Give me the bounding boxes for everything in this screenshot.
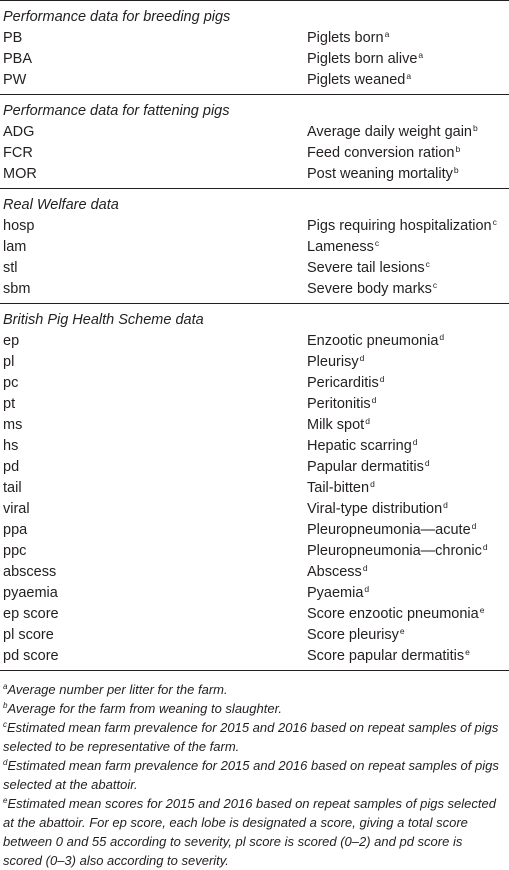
- description-cell: [307, 394, 376, 415]
- description-cell: [307, 164, 459, 185]
- footnote-marker: a: [406, 71, 412, 81]
- description-text: Enzootic pneumonia: [307, 333, 439, 349]
- footnote-marker: b: [453, 165, 459, 175]
- abbreviation-cell: hosp: [3, 218, 35, 234]
- section-divider: [0, 0, 509, 1]
- footnote-marker: e: [479, 605, 485, 615]
- footnote-text: Estimated mean scores for 2015 and 2016 based on repeat samples of pigs selected at the abattoir. For ep score, each lobe is designated a score, giving a total score between 0 and 55 according to severity, pl score is scored (0–2) and pd score is scored (0–3) also according to severity.: [3, 796, 496, 868]
- description-cell: [307, 279, 437, 300]
- table-row: [0, 520, 509, 541]
- table-section: [0, 310, 509, 670]
- description-text: Papular dermatitis: [307, 459, 424, 475]
- footnote-marker: c: [432, 280, 438, 290]
- footnote-mark: c: [3, 720, 7, 729]
- description-cell: [307, 237, 379, 258]
- section-title: Real Welfare data: [3, 197, 119, 213]
- abbreviation-cell: lam: [3, 239, 27, 255]
- footnote-marker: a: [418, 50, 424, 60]
- footnote-marker: d: [370, 479, 375, 489]
- abbreviation-cell: pt: [3, 396, 16, 412]
- table-section: [0, 101, 509, 188]
- footnote-marker: d: [471, 521, 477, 531]
- footnote-marker: d: [482, 542, 488, 552]
- description-cell: [307, 604, 484, 625]
- footnote-text: Estimated mean farm prevalence for 2015 and 2016 based on repeat samples of pigs selected at the abattoir.: [3, 758, 499, 792]
- footnote: [3, 756, 503, 794]
- description-cell: [307, 436, 418, 457]
- footnote-marker: c: [425, 259, 430, 269]
- description-cell: [307, 499, 448, 520]
- description-text: Peritonitis: [307, 396, 371, 412]
- table-row: [0, 373, 509, 394]
- abbreviation-cell: pc: [3, 375, 19, 391]
- description-text: Piglets born: [307, 30, 384, 46]
- abbreviation-cell: ep score: [3, 606, 59, 622]
- footnote-marker: e: [399, 626, 405, 636]
- abbreviation-cell: ppc: [3, 543, 27, 559]
- description-text: Pigs requiring hospitalization: [307, 218, 492, 234]
- description-text: Lameness: [307, 239, 374, 255]
- footnote-marker: e: [465, 647, 470, 657]
- description-text: Score pleurisy: [307, 627, 399, 643]
- table-row: [0, 49, 509, 70]
- table-row: [0, 541, 509, 562]
- footnote-marker: d: [371, 395, 377, 405]
- description-cell: [307, 457, 430, 478]
- footnote-marker: b: [455, 144, 461, 154]
- description-cell: [307, 49, 423, 70]
- abbreviation-cell: PW: [3, 72, 27, 88]
- description-cell: [307, 583, 369, 604]
- description-text: Piglets born alive: [307, 51, 418, 67]
- footnote-mark: e: [3, 796, 8, 805]
- description-text: Abscess: [307, 564, 362, 580]
- section-title: Performance data for breeding pigs: [3, 9, 231, 25]
- table-row: [0, 583, 509, 604]
- description-cell: [307, 258, 430, 279]
- description-text: Pleurisy: [307, 354, 359, 370]
- abbreviation-cell: FCR: [3, 145, 33, 161]
- table-row: [0, 457, 509, 478]
- description-cell: [307, 625, 405, 646]
- description-text: Feed conversion ration: [307, 145, 455, 161]
- footnote-marker: d: [359, 353, 365, 363]
- description-text: Pleuropneumonia—chronic: [307, 543, 482, 559]
- section-divider: [0, 188, 509, 189]
- abbreviation-cell: PBA: [3, 51, 33, 67]
- table-footnotes: [0, 680, 503, 870]
- table-row: [0, 143, 509, 164]
- table-bottom-rule: [0, 670, 509, 671]
- table-row: [0, 216, 509, 237]
- table-row: [0, 237, 509, 258]
- section-title: Performance data for fattening pigs: [3, 103, 230, 119]
- table-row: [0, 478, 509, 499]
- abbreviation-cell: pd: [3, 459, 20, 475]
- table-section: [0, 195, 509, 303]
- section-divider: [0, 94, 509, 95]
- description-text: Severe tail lesions: [307, 260, 425, 276]
- description-cell: [307, 143, 460, 164]
- abbreviation-cell: pd score: [3, 648, 59, 664]
- footnote-marker: d: [379, 374, 385, 384]
- description-text: Average daily weight gain: [307, 124, 472, 140]
- description-cell: [307, 331, 444, 352]
- footnote: [3, 794, 503, 870]
- section-divider: [0, 303, 509, 304]
- description-text: Score enzootic pneumonia: [307, 606, 479, 622]
- footnote-mark: a: [3, 682, 8, 691]
- abbreviation-cell: abscess: [3, 564, 57, 580]
- description-text: Pericarditis: [307, 375, 379, 391]
- abbreviation-cell: tail: [3, 480, 22, 496]
- footnote-mark: b: [3, 701, 8, 710]
- description-cell: [307, 478, 375, 499]
- table-row: [0, 499, 509, 520]
- description-cell: [307, 562, 368, 583]
- abbreviation-cell: ms: [3, 417, 23, 433]
- table-row: [0, 604, 509, 625]
- description-text: Piglets weaned: [307, 72, 406, 88]
- footnote-marker: d: [364, 584, 370, 594]
- description-text: Post weaning mortality: [307, 166, 453, 182]
- abbreviation-cell: MOR: [3, 166, 37, 182]
- abbreviation-cell: pl: [3, 354, 15, 370]
- description-text: Viral-type distribution: [307, 501, 443, 517]
- description-text: Score papular dermatitis: [307, 648, 465, 664]
- footnote-text: Estimated mean farm prevalence for 2015 and 2016 based on repeat samples of pigs selected to be representative of the farm.: [3, 720, 499, 754]
- abbreviation-cell: viral: [3, 501, 30, 517]
- description-cell: [307, 122, 478, 143]
- description-cell: [307, 352, 364, 373]
- footnote-marker: d: [424, 458, 430, 468]
- description-cell: [307, 415, 370, 436]
- abbreviation-cell: pl score: [3, 627, 54, 643]
- description-cell: [307, 646, 470, 667]
- description-cell: [307, 70, 411, 91]
- table-row: [0, 164, 509, 185]
- abbreviation-cell: hs: [3, 438, 19, 454]
- description-cell: [307, 373, 384, 394]
- footnote-marker: d: [443, 500, 448, 510]
- description-text: Severe body marks: [307, 281, 432, 297]
- footnote: [3, 680, 503, 699]
- section-title: British Pig Health Scheme data: [3, 312, 204, 328]
- footnote-marker: d: [412, 437, 418, 447]
- footnote-marker: d: [365, 416, 370, 426]
- table-row: [0, 562, 509, 583]
- table-row: [0, 122, 509, 143]
- footnote-text: Average for the farm from weaning to slaughter.: [7, 701, 283, 716]
- description-cell: [307, 541, 488, 562]
- table-row: [0, 646, 509, 667]
- abbreviation-cell: ep: [3, 333, 20, 349]
- footnote-marker: b: [472, 123, 478, 133]
- abbreviation-cell: sbm: [3, 281, 31, 297]
- footnote-marker: d: [362, 563, 368, 573]
- description-text: Pleuropneumonia—acute: [307, 522, 471, 538]
- table-row: [0, 28, 509, 49]
- table-row: [0, 258, 509, 279]
- footnote: [3, 718, 503, 756]
- footnote-marker: c: [374, 238, 380, 248]
- table-row: [0, 279, 509, 300]
- description-text: Pyaemia: [307, 585, 364, 601]
- description-cell: [307, 520, 476, 541]
- table-row: [0, 625, 509, 646]
- abbreviation-cell: ADG: [3, 124, 35, 140]
- footnote-marker: c: [492, 217, 497, 227]
- table-row: [0, 436, 509, 457]
- description-cell: [307, 28, 389, 49]
- abbreviation-cell: ppa: [3, 522, 28, 538]
- footnote: [3, 699, 503, 718]
- table-row: [0, 331, 509, 352]
- footnote-marker: d: [439, 332, 445, 342]
- footnote-marker: a: [384, 29, 390, 39]
- description-text: Hepatic scarring: [307, 438, 412, 454]
- description-cell: [307, 216, 497, 237]
- footnote-text: Average number per litter for the farm.: [7, 682, 228, 697]
- abbreviation-cell: stl: [3, 260, 18, 276]
- table-row: [0, 415, 509, 436]
- description-text: Milk spot: [307, 417, 365, 433]
- abbreviation-cell: PB: [3, 30, 23, 46]
- abbreviation-cell: pyaemia: [3, 585, 58, 601]
- table-section: [0, 7, 509, 94]
- table-row: [0, 394, 509, 415]
- table-row: [0, 352, 509, 373]
- description-text: Tail-bitten: [307, 480, 370, 496]
- table-row: [0, 70, 509, 91]
- footnote-mark: d: [3, 758, 8, 767]
